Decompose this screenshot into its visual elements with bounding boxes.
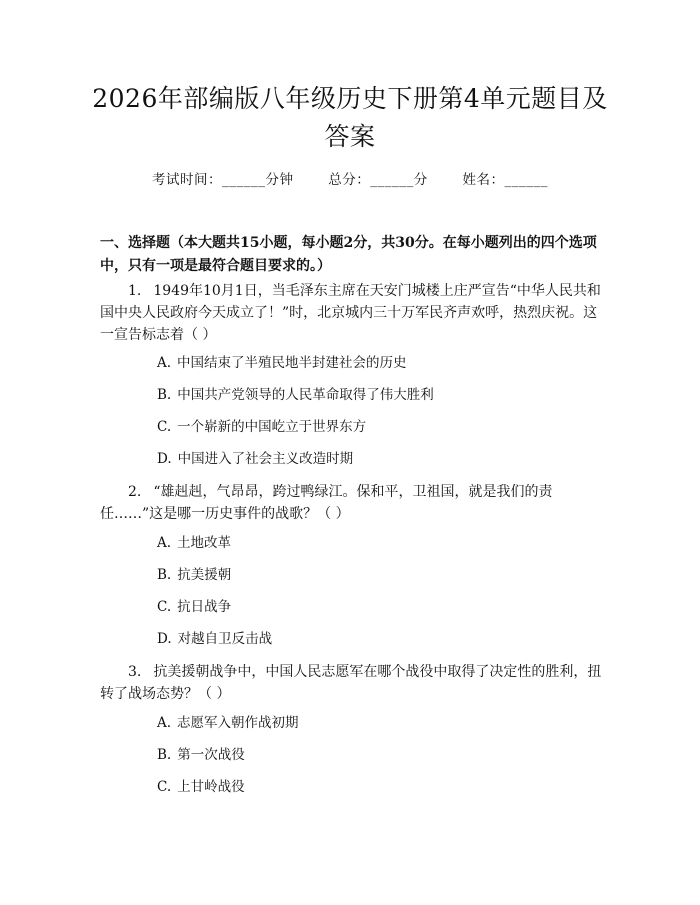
total-score-field: 总分：______分 <box>328 172 428 188</box>
question-text: 抗美援朝战争中，中国人民志愿军在哪个战役中取得了决定性的胜利，扭转了战场态势？（ ） <box>100 664 602 702</box>
document-title: 2026年部编版八年级历史下册第4单元题目及答案 <box>92 84 608 151</box>
section-heading: 一、选择题（本大题共15小题，每小题2分，共30分。在每小题列出的四个选项中，只有一项是最符合题目要求的。） <box>100 235 597 274</box>
option-text: 上甘岭战役 <box>177 779 245 795</box>
question-1-option-d <box>157 449 597 469</box>
option-text: 中国结束了半殖民地半封建社会的历史 <box>177 355 407 371</box>
question-3-option-c <box>157 777 597 797</box>
option-letter: C. <box>157 419 172 435</box>
option-letter: C. <box>157 599 172 615</box>
option-text: 抗美援朝 <box>177 567 232 583</box>
question-3-option-a <box>157 713 597 733</box>
question-text: 1949年10月1日，当毛泽东主席在天安门城楼上庄严宣告“中华人民共和国中央人民政府今天成立了！”时，北京城内三十万军民齐声欢呼，热烈庆祝。这一宣告标志着（ ） <box>100 283 601 343</box>
option-text: 对越自卫反击战 <box>177 631 273 647</box>
option-text: 志愿军入朝作战初期 <box>177 715 299 731</box>
question-1-option-c <box>157 417 597 437</box>
option-text: 一个崭新的中国屹立于世界东方 <box>177 419 367 435</box>
option-letter: A. <box>157 715 172 731</box>
question-2-option-b <box>157 565 597 585</box>
question-number: 2. <box>128 484 142 500</box>
question-1-option-a <box>157 353 597 373</box>
option-letter: B. <box>157 567 172 583</box>
option-letter: B. <box>157 387 172 403</box>
question-text: “雄赳赳，气昂昂，跨过鸭绿江。保和平，卫祖国，就是我们的责任……”这是哪一历史事件的战歌？（ ） <box>100 484 553 522</box>
option-letter: C. <box>157 779 172 795</box>
question-3-option-b <box>157 745 597 765</box>
option-text: 中国共产党领导的人民革命取得了伟大胜利 <box>177 387 434 403</box>
question-2-option-c <box>157 597 597 617</box>
option-letter: A. <box>157 355 172 371</box>
question-2-option-d <box>157 629 597 649</box>
option-text: 抗日战争 <box>177 599 232 615</box>
question-1 <box>100 280 605 346</box>
question-number: 3. <box>128 664 142 680</box>
option-text: 土地改革 <box>177 535 232 551</box>
question-3 <box>100 661 605 705</box>
option-letter: B. <box>157 747 172 763</box>
option-text: 中国进入了社会主义改造时期 <box>177 451 354 467</box>
question-2 <box>100 481 605 525</box>
option-text: 第一次战役 <box>177 747 245 763</box>
question-1-option-b <box>157 385 597 405</box>
exam-time-field: 考试时间：______分钟 <box>151 172 294 188</box>
option-letter: A. <box>157 535 172 551</box>
question-number: 1. <box>128 283 142 299</box>
question-2-option-a <box>157 533 597 553</box>
exam-info-line <box>0 168 700 188</box>
option-letter: D. <box>157 451 172 467</box>
option-letter: D. <box>157 631 172 647</box>
student-name-field: 姓名：______ <box>462 172 549 188</box>
